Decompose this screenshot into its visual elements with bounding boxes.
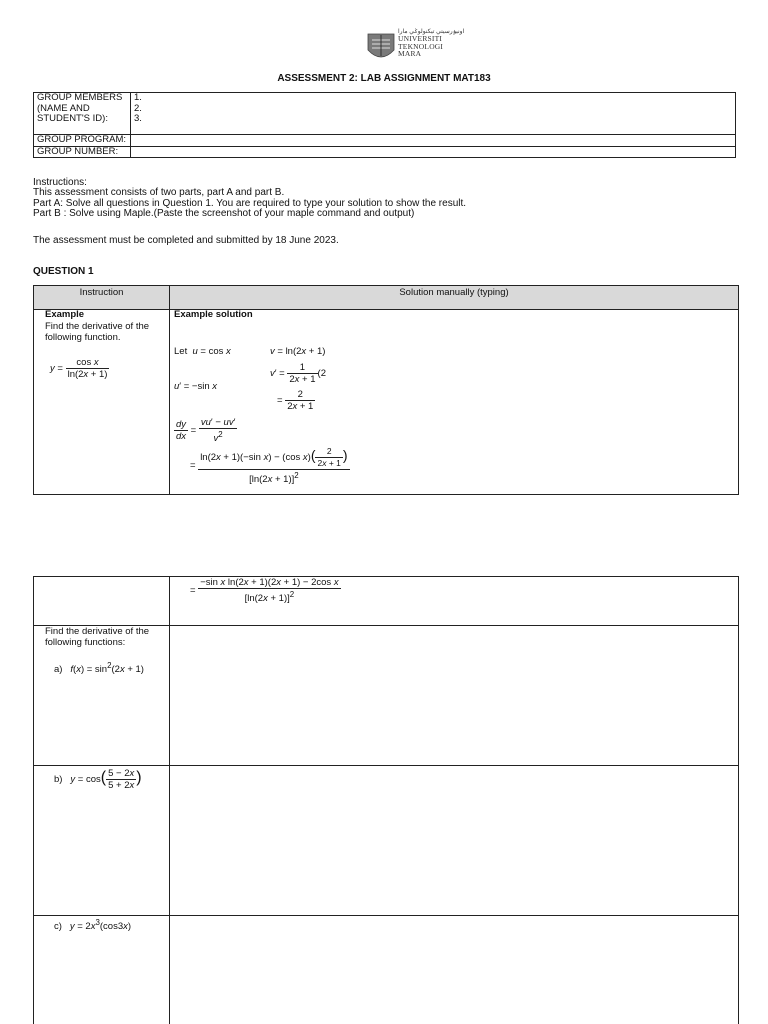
question-prompt-line: following functions:: [45, 636, 126, 648]
answer-area-c[interactable]: [170, 916, 738, 1024]
logo-line: MARA: [398, 49, 422, 58]
members-label: STUDENT'S ID):: [37, 113, 108, 124]
logo-wordmark: [398, 35, 443, 58]
answer-area-a[interactable]: [170, 626, 738, 765]
member-entry[interactable]: 3.: [134, 113, 142, 124]
program-input-cell[interactable]: [131, 135, 736, 147]
question-table: [33, 576, 739, 1024]
instructions-line: This assessment consists of two parts, part A and part B.: [33, 187, 285, 199]
table-row: [34, 135, 736, 147]
solution-substitution: = ln(2x + 1)(−sin x) − (cos x)( $\frac{2}{2x + 1}$ ) $[\ln(2x + 1)]^2$: [190, 446, 348, 486]
solution-v: v = ln(2x + 1): [270, 346, 326, 357]
members-label: GROUP MEMBERS: [37, 92, 123, 103]
column-divider: [169, 286, 170, 494]
instructions-line: Part A: Solve all questions in Question 1. You are required to type your solution to show the result.: [33, 197, 467, 209]
question-c: c) $y = 2x^3(\cos 3x)$: [54, 918, 132, 933]
members-label-cell: [34, 93, 131, 135]
instructions-line: Part B : Solve using Maple.(Paste the screenshot of your maple command and output): [33, 207, 415, 219]
crest-icon: [368, 34, 394, 57]
solution-uprime: u′ = −sin x: [174, 381, 217, 392]
example-function: y = $\frac{\text{cos x}}{\ln(2x + 1)}$: [50, 357, 108, 380]
example-table: [33, 285, 739, 495]
question-label: a): [54, 664, 63, 676]
question-label: c): [54, 921, 62, 933]
instructions-heading: Instructions:: [33, 177, 87, 188]
question-b: b) y = cos( $\frac{5 - 2x}{5 + 2x}$ ): [54, 768, 142, 791]
question-heading: QUESTION 1: [33, 266, 94, 277]
col-header-solution: Solution manually (typing): [399, 287, 509, 298]
table-row: [34, 146, 736, 158]
question-prompt: [45, 627, 149, 648]
solution-vprime: v′ = $\frac{1}{2x + 1}$ (2: [270, 362, 326, 385]
number-input-cell[interactable]: [131, 146, 736, 158]
instructions: [33, 178, 466, 219]
question-a: a) $f(x) = \sin^2(2x + 1)$: [54, 661, 144, 676]
members-label: (NAME AND: [37, 102, 90, 114]
solution-final: = $\frac{\text{−sin x ln(2x + 1)(2x + 1) − 2cos x}}{[\ln(2x + 1)]^2}$: [190, 577, 339, 605]
number-label: GROUP NUMBER:: [34, 146, 131, 158]
question-label: b): [54, 774, 63, 786]
member-entry[interactable]: 1.: [134, 92, 142, 103]
question-prompt-line: Find the derivative of the: [45, 626, 150, 637]
member-entry[interactable]: 2.: [134, 102, 142, 114]
col-header-instruction: Instruction: [79, 287, 124, 298]
logo-line: UNIVERSITI: [398, 34, 443, 43]
group-info-table: [33, 92, 736, 158]
solution-label: Example solution: [174, 309, 253, 320]
solution-quotient-rule: $\frac{dy}{dx}$ = $\frac{vu' - uv'}{v^2}$: [176, 417, 236, 445]
deadline-text: The assessment must be completed and submitted by 18 June 2023.: [33, 235, 339, 246]
example-text-line: following function.: [45, 331, 121, 343]
logo-script-text: اونيۏرسيتي تيكنولوݢي مارا: [398, 29, 465, 35]
program-label: GROUP PROGRAM:: [34, 135, 131, 147]
example-text-line: Find the derivative of the: [45, 321, 150, 332]
example-text: [45, 322, 149, 343]
members-input-cell[interactable]: [131, 93, 736, 135]
table-row: [34, 93, 736, 135]
solution-let: Let u = cos x: [174, 346, 231, 357]
logo-line: TEKNOLOGI: [398, 41, 444, 51]
answer-area-b[interactable]: [170, 766, 738, 915]
page-title: ASSESSMENT 2: LAB ASSIGNMENT MAT183: [277, 73, 491, 84]
solution-vprime-simplified: = $\frac{2}{2x + 1}$: [277, 389, 314, 412]
example-label: Example: [45, 309, 85, 320]
